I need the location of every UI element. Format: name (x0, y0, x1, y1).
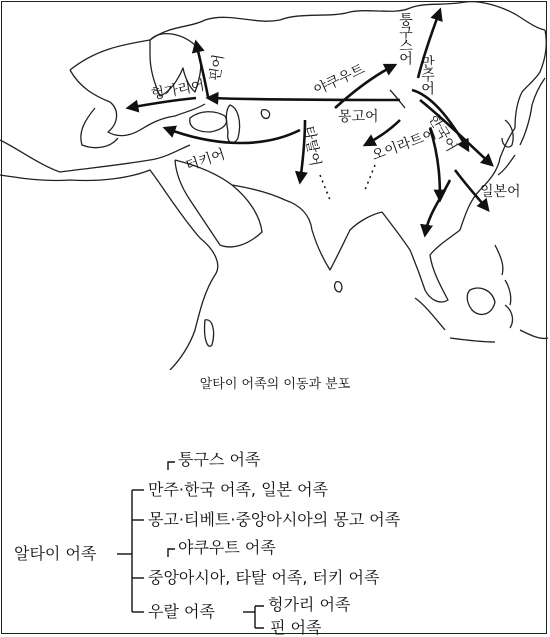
label-hungarian: 헝가리어 (149, 77, 206, 103)
tree-ural-fork (255, 606, 264, 628)
tree-central-asia: 중앙아시아, 타탈 어족, 터키 어족 (148, 568, 380, 587)
label-finnish: 핀어 (207, 53, 228, 83)
tree-mongol: 몽고·티베트·중앙아시아의 몽고 어족 (148, 510, 401, 529)
label-oirat: 오이라트어 (369, 125, 439, 165)
label-turkish: 터키어 (183, 146, 228, 175)
tree-hungarian: 헝가리 어족 (268, 595, 351, 614)
tree-tungus: 퉁구스 어족 (178, 450, 261, 469)
label-mongol: 몽고어 (338, 109, 379, 125)
label-tungus: 퉁구스어 (397, 12, 413, 64)
label-tatar: 타탈어 (300, 124, 324, 168)
tree-finnish: 핀 어족 (270, 618, 322, 637)
tree-tick-yakut (168, 549, 175, 557)
label-japanese: 일본어 (480, 184, 521, 200)
tree-yakut: 야쿠우트 어족 (178, 538, 276, 557)
tree-tick-tungus (168, 462, 175, 470)
tree-ural: 우랄 어족 (148, 602, 215, 621)
tree-root-label: 알타이 어족 (14, 544, 97, 563)
map-caption: 알타이 어족의 이동과 분포 (199, 377, 351, 392)
label-manchu: 만주어 (419, 55, 435, 94)
label-korean: 한국어 (425, 111, 460, 155)
tree-manchu-korea-japan: 만주·한국 어족, 일본 어족 (148, 480, 328, 499)
label-yakut: 야쿠우트 (311, 61, 368, 99)
